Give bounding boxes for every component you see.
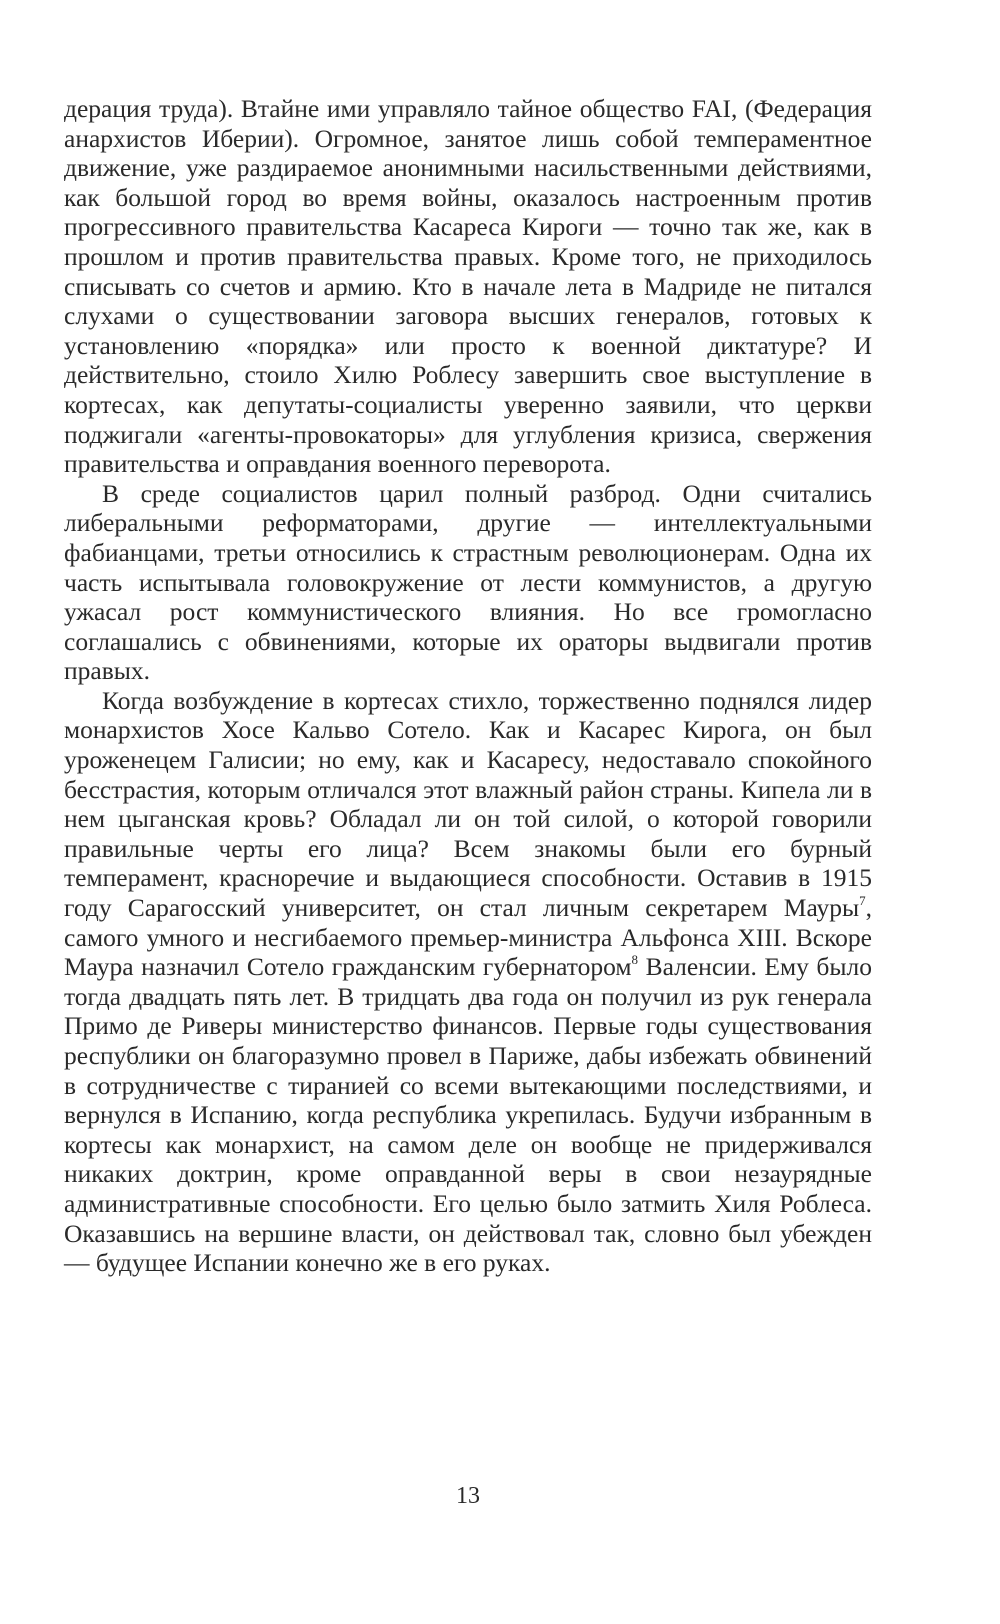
paragraph-3-part-2: , самого умного и несгибаемого премьер-министра Альфонса XIII. Вскоре Маура назначил Сотело гражданским губернатором [64, 893, 872, 982]
footnote-ref-8: 8 [631, 951, 639, 967]
page-body [64, 94, 872, 1278]
page-number: 13 [456, 1483, 480, 1509]
paragraph-1: дерация труда). Втайне ими управляло тайное общество FAI, (Федерация анархистов Иберии). Огромное, занятое лишь собой темпераментное движение, уже раздираемое анонимными насильственными действиями, как большой город во время войны, оказалось настроенным против прогрессивного правительства Касареса Кироги — точно так же, как в прошлом и против правительства правых. Кроме того, не приходилось списывать со счетов и армию. Кто в начале лета в Мадриде не питался слухами о существовании заговора высших генералов, готовых к установлению «порядка» или просто к военной диктатуре? И действительно, стоило Хилю Роблесу завершить свое выступление в кортесах, как депутаты-социалисты уверенно заявили, что церкви поджигали «агенты-провокаторы» для углубления кризиса, свержения правительства и оправдания военного переворота. [64, 94, 872, 479]
footnote-ref-7: 7 [859, 892, 866, 908]
paragraph-3-part-1: Когда возбуждение в кортесах стихло, торжественно поднялся лидер монархистов Хосе Кальво Сотело. Как и Касарес Кирога, он был уроженецем Галисии; но ему, как и Касаресу, недоставало спокойного бесстрастия, которым отличался этот влажный район страны. Кипела ли в нем цыганская кровь? Обладал ли он той силой, о которой говорили правильные черты его лица? Всем знакомы были его бурный темперамент, красноречие и выдающиеся способности. Оставив в 1915 году Сарагосский университет, он стал личным секретарем Мауры [64, 685, 872, 923]
paragraph-2: В среде социалистов царил полный разброд. Одни считались либеральными реформаторами, другие — интеллектуальными фабианцами, третьи относились к страстным революционерам. Одна их часть испытывала головокружение от лести коммунистов, а другую ужасал рост коммунистического влияния. Но все громогласно соглашались с обвинениями, которые их ораторы выдвигали против правых. [64, 478, 872, 686]
paragraph-3-part-3: Валенсии. Ему было тогда двадцать пять лет. В тридцать два года он получил из рук генерала Примо де Риверы министерство финансов. Первые годы существования республики он благоразумно провел в Париже, дабы избежать обвинений в сотрудничестве с тиранией со всеми вытекающими последствиями, и вернулся в Испанию, когда республика укрепилась. Будучи избранным в кортесы как монархист, на самом деле он вообще не придерживался никаких доктрин, кроме оправданной веры в свои незаурядные административные способности. Его целью было затмить Хиля Роблеса. Оказавшись на вершине власти, он действовал так, словно был убежден — будущее Испании конечно же в его руках. [64, 952, 873, 1278]
paragraph-3 [64, 686, 872, 1278]
